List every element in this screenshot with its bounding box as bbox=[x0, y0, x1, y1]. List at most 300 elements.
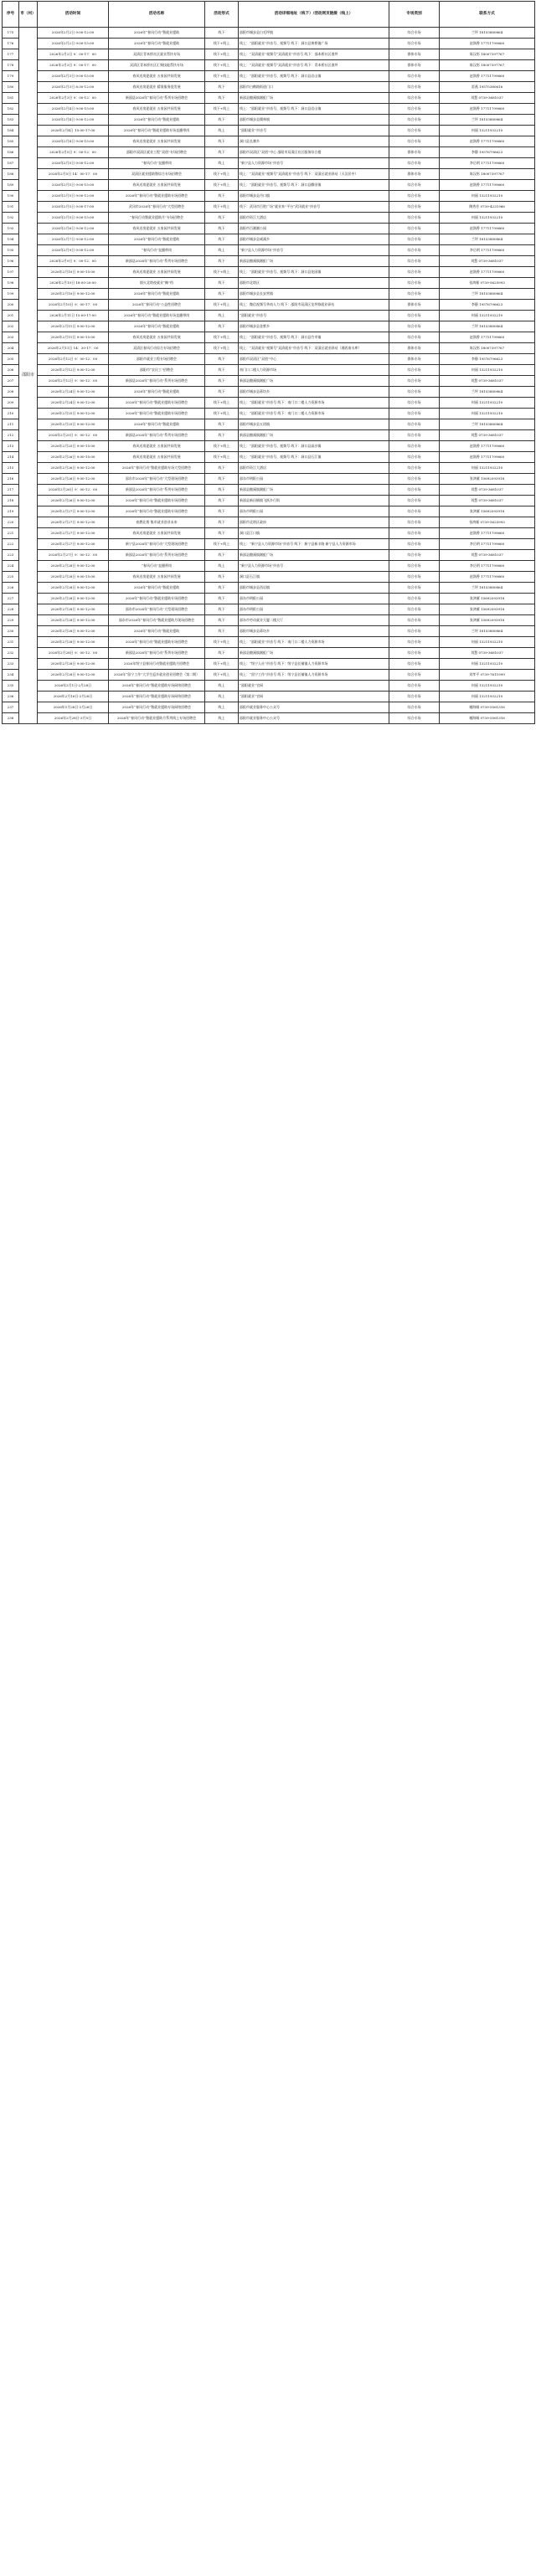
cell-type: 综合专场 bbox=[389, 452, 440, 463]
table-row bbox=[3, 419, 535, 430]
cell-seq: 220 bbox=[3, 517, 19, 528]
cell-contact: 赵润香 17711799660 bbox=[440, 441, 535, 452]
cell-addr: 邵阳市就业服务中心公众号 bbox=[239, 702, 389, 713]
cell-time: 2026年2月28日 9:00-12:00 bbox=[38, 637, 109, 648]
cell-time: 2026年2月3日 8:30-12:00 bbox=[38, 82, 109, 93]
cell-contact: 李静 19576796623 bbox=[440, 354, 535, 365]
cell-form: 线上 bbox=[205, 126, 239, 136]
cell-type: 综合专场 bbox=[389, 256, 440, 267]
cell-seq: 232 bbox=[3, 648, 19, 659]
cell-time: 2026年2月2日 9:00-12:00 bbox=[38, 28, 109, 39]
cell-type: 综合专场 bbox=[389, 528, 440, 539]
cell-form: 线下 bbox=[205, 626, 239, 637]
cell-type: 综合专场 bbox=[389, 267, 440, 278]
cell-contact: 何丽 13211932210 bbox=[440, 365, 535, 376]
cell-seq: 234 bbox=[3, 670, 19, 681]
cell-contact: 谢海城 0739-5561316 bbox=[440, 713, 535, 724]
cell-addr: 线上：“邵阳就业”抖音号、视频号 线下：洞口县花园镇 bbox=[239, 267, 389, 278]
cell-time: 2026年2月6日 9:00-12:00 bbox=[38, 224, 109, 234]
cell-type: 综合专场 bbox=[389, 71, 440, 82]
cell-type: 综合专场 bbox=[389, 409, 440, 419]
cell-type: 综合专场 bbox=[389, 692, 440, 702]
cell-time: 2026年2月16日-2月28日 bbox=[38, 692, 109, 702]
cell-type: 综合专场 bbox=[389, 550, 440, 561]
cell-seq: 182 bbox=[3, 104, 19, 115]
cell-time: 2026年2月27日 9:00-12:00 bbox=[38, 517, 109, 528]
cell-contact: 兰坪 18153880864 bbox=[440, 419, 535, 430]
cell-contact: 刘慧 0739-3681037 bbox=[440, 496, 535, 506]
table-row bbox=[3, 343, 535, 354]
cell-time: 2026年2月25日 9：00-12：00 bbox=[38, 430, 109, 441]
cell-form: 线下 bbox=[205, 615, 239, 626]
cell-contact: 张鸿雁 0739-5625993 bbox=[440, 278, 535, 289]
cell-contact: 陈汉彤 18007397767 bbox=[440, 343, 535, 354]
cell-name: 邵东市2026年“春风行动”暨就业援助月现场招聘会 bbox=[109, 615, 205, 626]
cell-form: 线下 bbox=[205, 528, 239, 539]
table-row bbox=[3, 430, 535, 441]
cell-contact: 刘慧 0739-3681037 bbox=[440, 430, 535, 441]
header-type: 专场类别 bbox=[389, 2, 440, 28]
cell-contact: 兰坪 18153880864 bbox=[440, 289, 535, 300]
cell-contact: 赵润香 17711799660 bbox=[440, 104, 535, 115]
cell-seq: 204 bbox=[3, 343, 19, 354]
cell-form: 线下+线上 bbox=[205, 202, 239, 213]
cell-type: 群体专场 bbox=[389, 169, 440, 180]
cell-form: 线下 bbox=[205, 506, 239, 517]
cell-seq: 210 bbox=[3, 409, 19, 419]
cell-form: 线下+线上 bbox=[205, 332, 239, 343]
cell-form: 线上 bbox=[205, 713, 239, 724]
cell-form: 线下+线上 bbox=[205, 409, 239, 419]
cell-form: 线下+线上 bbox=[205, 343, 239, 354]
table-row bbox=[3, 409, 535, 419]
cell-time: 2026年2月5日 9:00-17:00 bbox=[38, 202, 109, 213]
cell-form: 线下+线上 bbox=[205, 637, 239, 648]
table-row bbox=[3, 441, 535, 452]
cell-seq: 184 bbox=[3, 126, 19, 136]
table-row bbox=[3, 289, 535, 300]
cell-addr: 新邵县酿溪镇湘虹广场 bbox=[239, 648, 389, 659]
cell-addr: 邵阳市城步县儒林镇 bbox=[239, 115, 389, 126]
cell-time: 2026年2月26日 9:00-15:00 bbox=[38, 452, 109, 463]
cell-seq: 200 bbox=[3, 300, 19, 311]
cell-time: 2026年2月26日 9:00-12:00 bbox=[38, 474, 109, 485]
cell-form: 线下 bbox=[205, 191, 239, 202]
cell-addr: 线上：“双清就业”视频号“双清就业”抖音号 线下：邵本桥社区渣坪 bbox=[239, 49, 389, 60]
cell-name: 新邵县2026年“春风行动”系列专场招聘会 bbox=[109, 648, 205, 659]
table-row bbox=[3, 300, 535, 311]
cell-seq: 191 bbox=[3, 202, 19, 213]
cell-name: 2026年“春风行动”暨就业援助专场招聘会 bbox=[109, 496, 205, 506]
cell-name: 双清区青本桥社区汇聚技能帮扶专场 bbox=[109, 60, 205, 71]
cell-addr: 线上：微信视频号华南人力 线下：邵阳市双清区龙坪路就业驿站 bbox=[239, 300, 389, 311]
cell-addr: “新宁县人力资源市场”抖音号 bbox=[239, 158, 389, 169]
cell-type: 综合专场 bbox=[389, 234, 440, 245]
cell-type: 综合专场 bbox=[389, 224, 440, 234]
cell-name: 2026年“春风行动”暨就业援助专场直播带岗 bbox=[109, 126, 205, 136]
cell-addr: “新宁县人力资源市场”抖音号 bbox=[239, 561, 389, 572]
cell-name: 2026年“春风行动”暨就业援助 bbox=[109, 321, 205, 332]
cell-name: 春风送岗促就业 五家园共同发展 bbox=[109, 528, 205, 539]
table-row bbox=[3, 376, 535, 387]
cell-type: 群体专场 bbox=[389, 300, 440, 311]
cell-addr: 线上：“邵阳就业”抖音号、视频号 线下：洞口县岩山镇 bbox=[239, 71, 389, 82]
header-form: 活动形式 bbox=[205, 2, 239, 28]
cell-type: 综合专场 bbox=[389, 387, 440, 398]
cell-form: 线上 bbox=[205, 311, 239, 321]
cell-form: 线下+线上 bbox=[205, 398, 239, 409]
cell-form: 线下+线上 bbox=[205, 267, 239, 278]
table-row bbox=[3, 626, 535, 637]
cell-contact: 刘慧 0739-3681037 bbox=[440, 648, 535, 659]
cell-seq: 187 bbox=[3, 158, 19, 169]
cell-time: 2026年2月26日 9:00-12:00 bbox=[38, 463, 109, 474]
cell-contact: 陶秀芳 0739-4221966 bbox=[440, 202, 535, 213]
cell-addr: “邵阳就业”官网 bbox=[239, 692, 389, 702]
cell-seq: 211 bbox=[3, 419, 19, 430]
cell-name: 春风送岗促就业 五家园共同发展 bbox=[109, 441, 205, 452]
cell-contact: 李岳明 17711799660 bbox=[440, 245, 535, 256]
cell-contact: 赵润香 17711799660 bbox=[440, 136, 535, 147]
cell-seq: 177 bbox=[3, 49, 19, 60]
cell-addr: 新邵县酿溪镇湘虹广场 bbox=[239, 485, 389, 496]
cell-type: 综合专场 bbox=[389, 583, 440, 594]
cell-seq: 202 bbox=[3, 321, 19, 332]
header-name: 活动名称 bbox=[109, 2, 205, 28]
cell-addr: 邵阳市城步县白毛坪镇 bbox=[239, 28, 389, 39]
cell-time: 2026年2月24日 9:00-12:00 bbox=[38, 387, 109, 398]
cell-contact: 何丽 13211932210 bbox=[440, 692, 535, 702]
table-row bbox=[3, 550, 535, 561]
cell-addr: 邵东市明阳公园 bbox=[239, 474, 389, 485]
cell-name: 2026年“春风行动”公益性招聘会 bbox=[109, 300, 205, 311]
cell-name: 武冈市2026年“春风行动”大型招聘会 bbox=[109, 202, 205, 213]
table-row bbox=[3, 463, 535, 474]
table-row bbox=[3, 387, 535, 398]
cell-contact: 赵润香 17711799660 bbox=[440, 332, 535, 343]
job-fair-table bbox=[2, 1, 535, 724]
cell-name: 春风送岗促就业 五家园共同发展 bbox=[109, 332, 205, 343]
cell-contact: 赵润香 17711799660 bbox=[440, 224, 535, 234]
cell-form: 线下+线上 bbox=[205, 539, 239, 550]
cell-contact: 赵润香 17711799660 bbox=[440, 180, 535, 191]
cell-form: 线上 bbox=[205, 158, 239, 169]
cell-addr: 新邵县新田铺镇飞跃乡行街 bbox=[239, 496, 389, 506]
cell-name: 春风送岗促就业 五家园共同发展 bbox=[109, 136, 205, 147]
cell-form: 线下 bbox=[205, 604, 239, 615]
table-row bbox=[3, 637, 535, 648]
cell-type: 综合专场 bbox=[389, 430, 440, 441]
cell-addr: 新邵县酿溪镇湘虹广场 bbox=[239, 93, 389, 104]
cell-type: 综合专场 bbox=[389, 419, 440, 430]
cell-time: 2026年2月25日 9:00-12:00 bbox=[38, 409, 109, 419]
cell-addr: 邵阳市双清区“双创”中心 bbox=[239, 354, 389, 365]
cell-name: 新邵县2026年“春风行动”系列专场招聘会 bbox=[109, 256, 205, 267]
cell-addr: “邵阳就业”抖音号 bbox=[239, 311, 389, 321]
cell-name: “春风行动”直播带岗 bbox=[109, 158, 205, 169]
cell-form: 线下+线上 bbox=[205, 452, 239, 463]
cell-form: 线下 bbox=[205, 376, 239, 387]
cell-time: 2026年2月10日 9：00-17：00 bbox=[38, 300, 109, 311]
cell-seq: 231 bbox=[3, 637, 19, 648]
cell-contact: 张鸿雁 15692093918 bbox=[440, 604, 535, 615]
cell-contact: 张鸿雁 15692093918 bbox=[440, 506, 535, 517]
cell-seq: 189 bbox=[3, 180, 19, 191]
cell-addr: 线上：“双清就业”视频号“双清就业”抖音号 线下：双清区就业驿站（湘西南水库） bbox=[239, 343, 389, 354]
cell-name: 春风送岗促就业 五家园共同发展 bbox=[109, 267, 205, 278]
cell-type: 综合专场 bbox=[389, 463, 440, 474]
cell-seq: 218 bbox=[3, 496, 19, 506]
cell-contact: 兰坪 18153880864 bbox=[440, 115, 535, 126]
cell-name: 2026年“春风行动”暨就业援助 bbox=[109, 115, 205, 126]
cell-name: 邵阳市双清区就业工程“双创”专场招聘会 bbox=[109, 147, 205, 158]
cell-addr: 邵阳市百湘湘公园 bbox=[239, 224, 389, 234]
cell-seq: 223 bbox=[3, 550, 19, 561]
cell-contact: 张鸿雁 15692093918 bbox=[440, 615, 535, 626]
cell-time: 2026年2月25日 9:00-12:00 bbox=[38, 419, 109, 430]
cell-addr: 线上：“邵阳就业”抖音号、视频号 线下：洞口县醪田镇 bbox=[239, 180, 389, 191]
cell-type: 综合专场 bbox=[389, 289, 440, 300]
cell-contact: 何丽 13211932210 bbox=[440, 191, 535, 202]
cell-seq: 197 bbox=[3, 267, 19, 278]
cell-type: 综合专场 bbox=[389, 539, 440, 550]
cell-addr: 邵阳市城步县金紫乡 bbox=[239, 321, 389, 332]
cell-form: 线下 bbox=[205, 213, 239, 224]
cell-name: 2026年“春风行动”暨就业援助 bbox=[109, 583, 205, 594]
table-row bbox=[3, 202, 535, 213]
cell-type: 综合专场 bbox=[389, 321, 440, 332]
cell-type: 综合专场 bbox=[389, 213, 440, 224]
table-row bbox=[3, 398, 535, 409]
cell-seq: 198 bbox=[3, 278, 19, 289]
table-row bbox=[3, 71, 535, 82]
cell-form: 线下 bbox=[205, 278, 239, 289]
cell-time: 2026年2月5日 9:00-12:00 bbox=[38, 191, 109, 202]
cell-seq: 196 bbox=[3, 256, 19, 267]
cell-name: 2026年“春风行动”暨就业援助 bbox=[109, 626, 205, 637]
cell-form: 线下 bbox=[205, 496, 239, 506]
table-row bbox=[3, 28, 535, 39]
cell-addr: 线上：“双清就业”视频号“双清就业”抖音号 线下：青本桥社区渣坪 bbox=[239, 60, 389, 71]
cell-name: 新宁县2026年“春风行动”大型现场招聘会 bbox=[109, 539, 205, 550]
cell-type: 综合专场 bbox=[389, 158, 440, 169]
cell-seq: 227 bbox=[3, 594, 19, 604]
table-row bbox=[3, 278, 535, 289]
cell-form: 线下 bbox=[205, 594, 239, 604]
cell-time: 2026年2月28日 9:00-12:00 bbox=[38, 583, 109, 594]
cell-contact: 刘慧 0739-3681037 bbox=[440, 550, 535, 561]
cell-type: 综合专场 bbox=[389, 659, 440, 670]
cell-type: 综合专场 bbox=[389, 517, 440, 528]
cell-name: 春风送岗促就业 五家园共同发展 bbox=[109, 224, 205, 234]
cell-seq: 178 bbox=[3, 60, 19, 71]
table-row bbox=[3, 158, 535, 169]
cell-form: 线下 bbox=[205, 572, 239, 583]
cell-name: 春风送岗促就业 精准服务促发展 bbox=[109, 82, 205, 93]
cell-seq: 208 bbox=[3, 387, 19, 398]
cell-name: 双清区青本桥社区就业帮扶专场 bbox=[109, 49, 205, 60]
cell-addr: 邵阳市北塔区政府 bbox=[239, 517, 389, 528]
cell-name: 2026年“春风行动”暨就业援助 bbox=[109, 387, 205, 398]
cell-type: 综合专场 bbox=[389, 39, 440, 49]
table-row bbox=[3, 692, 535, 702]
cell-time: 2026年2月12日 9：00-12：00 bbox=[38, 376, 109, 387]
cell-addr: 邵阳市就业服务中心公众号 bbox=[239, 713, 389, 724]
cell-time: 2026年2月11日 9:00-15:00 bbox=[38, 332, 109, 343]
cell-name: 夜燃北塔 集市就业创业未来 bbox=[109, 517, 205, 528]
cell-name: 2026年“春风行动”暨就业援助 bbox=[109, 28, 205, 39]
table-row bbox=[3, 474, 535, 485]
cell-time: 2026年2月25日 9:00-15:00 bbox=[38, 441, 109, 452]
cell-seq: 179 bbox=[3, 71, 19, 82]
table-row bbox=[3, 39, 535, 49]
cell-contact: 赵润香 17711799660 bbox=[440, 39, 535, 49]
cell-seq: 209 bbox=[3, 398, 19, 409]
cell-time: 2026年2月12日 9:00-12:00 bbox=[38, 365, 109, 376]
table-row bbox=[3, 191, 535, 202]
cell-time: 2026年2月3日 9：00-12：00 bbox=[38, 93, 109, 104]
cell-contact: 何丽 13211932210 bbox=[440, 637, 535, 648]
cell-seq: 221 bbox=[3, 528, 19, 539]
table-row bbox=[3, 136, 535, 147]
cell-time: 2026年2月11日 9:00-12:00 bbox=[38, 321, 109, 332]
cell-seq: 180 bbox=[3, 82, 19, 93]
table-row bbox=[3, 147, 535, 158]
cell-name: 新邵县2026年“春风行动”系列专场招聘会 bbox=[109, 485, 205, 496]
table-row bbox=[3, 311, 535, 321]
cell-seq: 213 bbox=[3, 441, 19, 452]
cell-type: 综合专场 bbox=[389, 713, 440, 724]
cell-name: 2026年“春风行动”暨就业援助 bbox=[109, 289, 205, 300]
table-row bbox=[3, 713, 535, 724]
cell-form: 线下 bbox=[205, 256, 239, 267]
table-row bbox=[3, 93, 535, 104]
cell-name: 2026年“春风行动”暨就业援助专场招聘会 bbox=[109, 398, 205, 409]
cell-form: 线下+线上 bbox=[205, 49, 239, 60]
cell-form: 线下 bbox=[205, 115, 239, 126]
cell-time: 2026年2月24日 9:00-12:00 bbox=[38, 398, 109, 409]
cell-time: 2026年2月28日 9:00-12:00 bbox=[38, 594, 109, 604]
cell-time: 2026年2月28日-3月5日 bbox=[38, 713, 109, 724]
cell-form: 线上 bbox=[205, 561, 239, 572]
cell-contact: 兰坪 18153880864 bbox=[440, 321, 535, 332]
cell-name: 2026年“春风行动”暨就业援助专场大型招聘会 bbox=[109, 463, 205, 474]
cell-form: 线下 bbox=[205, 82, 239, 93]
cell-contact: 兰坪 18153880864 bbox=[440, 583, 535, 594]
cell-form: 线上 bbox=[205, 702, 239, 713]
cell-name: 邵东市2026年“春风行动”大型现场招聘会 bbox=[109, 604, 205, 615]
cell-type: 综合专场 bbox=[389, 245, 440, 256]
table-row bbox=[3, 561, 535, 572]
cell-addr: 新邵县酿溪镇湘虹广场 bbox=[239, 550, 389, 561]
cell-name: “春风行动”直播带岗 bbox=[109, 245, 205, 256]
cell-time: 2026年2月11日 14：30-17：00 bbox=[38, 343, 109, 354]
cell-form: 线下 bbox=[205, 474, 239, 485]
cell-addr: 邵阳市北塔区 bbox=[239, 278, 389, 289]
cell-addr: 邵阳市双清区“双创”中心 邵阳市双清区社区服务综合楼 bbox=[239, 147, 389, 158]
cell-addr: 线上：“邵阳就业”抖音号、视频号 线下：洞口县岩山镇 bbox=[239, 104, 389, 115]
cell-form: 线下 bbox=[205, 321, 239, 332]
cell-form: 线下 bbox=[205, 289, 239, 300]
table-row bbox=[3, 49, 535, 60]
table-row bbox=[3, 60, 535, 71]
cell-contact: 刘慧 0739-3681037 bbox=[440, 256, 535, 267]
header-contact: 联系方式 bbox=[440, 2, 535, 28]
cell-addr: 线上：“邵阳就业”抖音号 线下：南门口二楼人力资源市场 bbox=[239, 637, 389, 648]
cell-contact: 李岳明 17711799660 bbox=[440, 539, 535, 550]
cell-form: 线下 bbox=[205, 354, 239, 365]
cell-seq: 236 bbox=[3, 692, 19, 702]
cell-time: 2026年2月11日 15:00-17:00 bbox=[38, 311, 109, 321]
table-row bbox=[3, 506, 535, 517]
cell-name: 2026年“春风行动”暨就业援助专场网络招聘会 bbox=[109, 681, 205, 692]
table-row bbox=[3, 365, 535, 376]
table-header bbox=[3, 2, 535, 28]
cell-seq: 203 bbox=[3, 332, 19, 343]
cell-form: 线下 bbox=[205, 419, 239, 430]
cell-addr: 邵阳市城步县五团镇 bbox=[239, 419, 389, 430]
cell-contact: 何丽 13211932210 bbox=[440, 213, 535, 224]
cell-form: 线下+线上 bbox=[205, 300, 239, 311]
table-row bbox=[3, 496, 535, 506]
cell-type: 综合专场 bbox=[389, 474, 440, 485]
table-row bbox=[3, 648, 535, 659]
cell-type: 综合专场 bbox=[389, 28, 440, 39]
cell-time: 2026年2月3日 9:00-15:00 bbox=[38, 71, 109, 82]
cell-name: 2026年“留宁工作”大学生返乡就业创业招聘会（第二期） bbox=[109, 670, 205, 681]
cell-seq: 238 bbox=[3, 713, 19, 724]
cell-name: 2026年“春风行动”暨就业援助专场招聘会 bbox=[109, 409, 205, 419]
table-row bbox=[3, 332, 535, 343]
cell-name: 2026年“春风行动”暨就业援助专场招聘会 bbox=[109, 506, 205, 517]
cell-type: 综合专场 bbox=[389, 702, 440, 713]
cell-seq: 222 bbox=[3, 539, 19, 550]
cell-type: 综合专场 bbox=[389, 637, 440, 648]
cell-addr: 洞口县江口镇 bbox=[239, 528, 389, 539]
cell-name: “春风行动”直播带岗 bbox=[109, 561, 205, 572]
cell-addr: 线上：“邵阳就业”抖音号 线下：南门口二楼人力资源市场 bbox=[239, 409, 389, 419]
cell-time: 2026年2月28日 9:00-12:00 bbox=[38, 615, 109, 626]
cell-time: 2026年2月27日 9:00-12:00 bbox=[38, 528, 109, 539]
cell-type: 综合专场 bbox=[389, 572, 440, 583]
cell-form: 线下+线上 bbox=[205, 71, 239, 82]
cell-addr: 邵阳市城步县蒋坊乡 bbox=[239, 387, 389, 398]
cell-name: 新邵县2026年“春风行动”系列专场招聘会 bbox=[109, 430, 205, 441]
cell-seq: 217 bbox=[3, 485, 19, 496]
cell-name: 春风送岗促就业 五家园共同发展 bbox=[109, 104, 205, 115]
cell-contact: 李静 19576796623 bbox=[440, 300, 535, 311]
cell-contact: 张鸿雁 15692093918 bbox=[440, 474, 535, 485]
table-row bbox=[3, 528, 535, 539]
cell-contact: 何丽 13211932210 bbox=[440, 398, 535, 409]
cell-type: 群体专场 bbox=[389, 60, 440, 71]
cell-type: 综合专场 bbox=[389, 278, 440, 289]
cell-form: 线下+线上 bbox=[205, 180, 239, 191]
table-row bbox=[3, 245, 535, 256]
cell-type: 综合专场 bbox=[389, 485, 440, 496]
cell-seq: 205 bbox=[3, 354, 19, 365]
table-row bbox=[3, 539, 535, 550]
cell-time: 2026年2月7日 9:00-12:00 bbox=[38, 234, 109, 245]
cell-name: “春风行动暨就业援助月”专场招聘会 bbox=[109, 213, 205, 224]
cell-form: 线下 bbox=[205, 550, 239, 561]
cell-addr: 新邵县酿溪镇湘虹广场 bbox=[239, 376, 389, 387]
cell-form: 线上 bbox=[205, 245, 239, 256]
table-row bbox=[3, 224, 535, 234]
cell-contact: 张鸿雁 0739-5625993 bbox=[440, 517, 535, 528]
cell-addr: 邵东市明阳公园 bbox=[239, 506, 389, 517]
cell-form: 线下+线上 bbox=[205, 441, 239, 452]
